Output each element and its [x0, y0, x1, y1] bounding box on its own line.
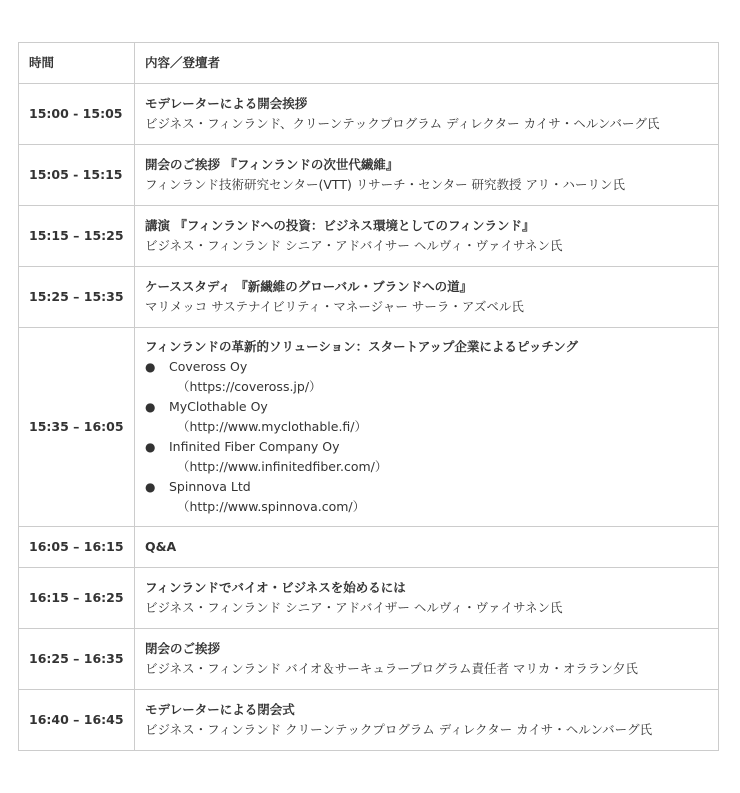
table-row: [19, 267, 719, 328]
session-time: 16:05 – 16:15: [19, 527, 135, 568]
session-content: [135, 629, 719, 690]
session-title: 開会のご挨拶 『フィンランドの次世代繊維』: [145, 157, 399, 172]
header-row: [19, 43, 719, 84]
session-time: 15:05 - 15:15: [19, 145, 135, 206]
session-title: 講演 『フィンランドへの投資：ビジネス環境としてのフィンランド』: [145, 218, 535, 233]
session-title: フィンランドでバイオ・ビジネスを始めるには: [145, 580, 406, 595]
table-row: [19, 568, 719, 629]
bullet-icon: ●: [145, 360, 156, 374]
session-speaker: ビジネス・フィンランド シニア・アドバイサー ヘルヴィ・ヴァイサネン氏: [145, 238, 563, 253]
bullet-icon: ●: [145, 400, 156, 414]
table-row: [19, 206, 719, 267]
session-content: [135, 568, 719, 629]
company-name: Coveross Oy: [169, 359, 248, 374]
session-content: [135, 84, 719, 145]
session-time: 16:40 – 16:45: [19, 690, 135, 751]
session-content: [135, 206, 719, 267]
session-speaker: ビジネス・フィンランド クリーンテックプログラム ディレクター カイサ・ヘルンバーグ氏: [145, 722, 653, 737]
session-content: [135, 328, 719, 527]
session-content: [135, 267, 719, 328]
session-title: Q&A: [145, 539, 177, 554]
bullet-icon: ●: [145, 480, 156, 494]
table-row: [19, 527, 719, 568]
company-name: MyClothable Oy: [169, 399, 268, 414]
table-row: [19, 84, 719, 145]
session-time: 16:25 – 16:35: [19, 629, 135, 690]
header-content: 内容／登壇者: [135, 43, 719, 84]
session-title: モデレーターによる開会挨拶: [145, 96, 308, 111]
table-row: [19, 328, 719, 527]
table-row: [19, 690, 719, 751]
company-url: （https://coveross.jp/）: [177, 379, 322, 394]
company-name: Infinited Fiber Company Oy: [169, 439, 340, 454]
header-time: 時間: [19, 43, 135, 84]
company-item: [145, 437, 708, 477]
bullet-icon: ●: [145, 440, 156, 454]
session-time: 15:35 – 16:05: [19, 328, 135, 527]
session-speaker: マリメッコ サステナイビリティ・マネージャー サーラ・アズベル氏: [145, 299, 524, 314]
company-item: [145, 397, 708, 437]
company-item: [145, 477, 708, 517]
session-content: [135, 690, 719, 751]
session-content: [135, 145, 719, 206]
session-speaker: ビジネス・フィンランド、クリーンテックプログラム ディレクター カイサ・ヘルンバーグ氏: [145, 116, 660, 131]
company-name: Spinnova Ltd: [169, 479, 251, 494]
company-url: （http://www.myclothable.fi/）: [177, 419, 367, 434]
session-title: 閉会のご挨拶: [145, 641, 221, 656]
session-content: [135, 527, 719, 568]
schedule-table: [18, 42, 719, 751]
session-speaker: フィンランド技術研究センター(VTT) リサーチ・センター 研究教授 アリ・ハーリン氏: [145, 177, 626, 192]
table-row: [19, 145, 719, 206]
session-time: 15:25 – 15:35: [19, 267, 135, 328]
company-url: （http://www.infinitedfiber.com/）: [177, 459, 388, 474]
session-speaker: ビジネス・フィンランド シニア・アドバイザー ヘルヴィ・ヴァイサネン氏: [145, 600, 563, 615]
session-speaker: ビジネス・フィンランド バイオ＆サーキュラープログラム責任者 マリカ・オララン夕氏: [145, 661, 638, 676]
session-time: 15:00 - 15:05: [19, 84, 135, 145]
session-title: ケーススタディ 『新繊維のグローバル・ブランドへの道』: [145, 279, 473, 294]
session-time: 16:15 – 16:25: [19, 568, 135, 629]
session-title: フィンランドの革新的ソリューション：スタートアップ企業によるピッチング: [145, 339, 579, 354]
session-title: モデレーターによる閉会式: [145, 702, 295, 717]
company-item: [145, 357, 708, 397]
session-time: 15:15 – 15:25: [19, 206, 135, 267]
table-row: [19, 629, 719, 690]
company-url: （http://www.spinnova.com/）: [177, 499, 366, 514]
